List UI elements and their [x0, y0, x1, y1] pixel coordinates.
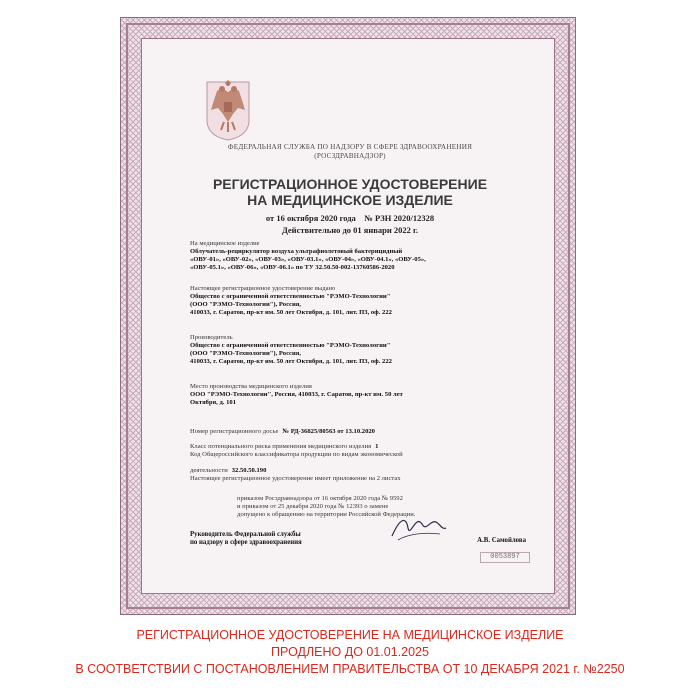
issue-line: от 16 октября 2020 года № РЗН 2020/12328 — [265, 213, 435, 223]
manufacturer-label: Производитель — [190, 334, 233, 341]
signer-title — [190, 531, 370, 547]
device-line-3: «ОВУ-05.1», «ОВУ-06», «ОВУ-06.1» по ТУ 32.50.50-002-13760586-2020 — [190, 264, 395, 271]
risk-class-label: Класс потенциального риска применения медицинского изделия — [190, 443, 372, 450]
device-section — [190, 240, 525, 272]
production-section — [190, 383, 525, 407]
appendix-line — [190, 475, 525, 483]
coat-of-arms-icon — [205, 80, 251, 142]
certificate-title — [150, 176, 550, 208]
serial-number: 0053897 — [480, 552, 530, 563]
signer-title-line-2: по надзору в сфере здравоохранения — [190, 539, 302, 546]
issued-to-label: Настоящее регистрационное удостоверение выдано — [190, 285, 336, 292]
okp-label-1: Код Общероссийского классификатора продукции по видам экономической — [190, 451, 403, 458]
footer-line-3: В СООТВЕТСТВИИ С ПОСТАНОВЛЕНИЕМ ПРАВИТЕЛЬСТВА ОТ 10 ДЕКАБРЯ 2021 г. №2250 — [75, 662, 625, 676]
risk-class-value: 1 — [375, 443, 379, 450]
footer-line-2: ПРОДЛЕНО ДО 01.01.2025 — [271, 645, 429, 659]
order-line-1: приказом Росздравнадзора от 16 октября 2020 года № 9592 — [237, 495, 403, 502]
issued-to-line-3: 410033, г. Саратов, пр-кт им. 50 лет Октября, д. 101, лит. П3, оф. 222 — [190, 309, 392, 316]
okp-label-2: деятельности — [190, 467, 228, 474]
extension-notice — [0, 627, 700, 678]
agency-full: ФЕДЕРАЛЬНАЯ СЛУЖБА ПО НАДЗОРУ В СФЕРЕ ЗДРАВООХРАНЕНИЯ — [227, 143, 473, 151]
agency-name — [150, 143, 550, 161]
issued-to-line-1: Общество с ограниченной ответственностью "РЭМО-Технологии" — [190, 293, 391, 300]
okp-value: 32.50.50.190 — [231, 467, 267, 474]
title-line-1: РЕГИСТРАЦИОННОЕ УДОСТОВЕРЕНИЕ — [212, 176, 488, 192]
order-line-3: допущено к обращению на территории Российской Федерации. — [237, 511, 416, 518]
manufacturer-section — [190, 334, 525, 366]
order-section — [237, 495, 527, 519]
signer-title-line-1: Руководитель Федеральной службы — [190, 531, 301, 538]
issue-info — [150, 212, 550, 236]
device-line-2: «ОВУ-01», «ОВУ-02», «ОВУ-03», «ОВУ-03.1», «ОВУ-04», «ОВУ-04.1», «ОВУ-05», — [190, 256, 426, 263]
device-label: На медицинское изделие — [190, 240, 260, 247]
issued-to-line-2: (ООО "РЭМО-Технологии"), Россия, — [190, 301, 301, 308]
manufacturer-line-3: 410033, г. Саратов, пр-кт им. 50 лет Октября, д. 101, лит. П3, оф. 222 — [190, 358, 392, 365]
manufacturer-line-2: (ООО "РЭМО-Технологии"), Россия, — [190, 350, 301, 357]
signer-name: А.В. Самойлова — [477, 537, 526, 544]
device-line-1: Облучатель-рециркулятор воздуха ультрафиолетовый бактерицидный — [190, 248, 403, 255]
order-line-2: и приказом от 25 декабря 2020 года № 12393 о замене — [237, 503, 389, 510]
issued-to-section — [190, 285, 525, 317]
okp-section — [190, 451, 525, 477]
production-label: Место производства медицинского изделия — [190, 383, 312, 390]
agency-short: (РОСЗДРАВНАДЗОР) — [314, 152, 386, 160]
appendix-text: Настоящее регистрационное удостоверение имеет приложение на 2 листах — [190, 475, 401, 482]
production-line-2: Октября, д. 101 — [190, 399, 236, 406]
validity-line: Действительно до 01 январи 2022 г. — [281, 225, 419, 235]
title-line-2: НА МЕДИЦИНСКОЕ ИЗДЕЛИЕ — [247, 192, 453, 208]
dossier-value: № РД-36825/80563 от 13.10.2020 — [282, 428, 375, 435]
dossier-label: Номер регистрационного досье — [190, 428, 279, 435]
production-line-1: ООО "РЭМО-Технологии", Россия, 410033, г. Саратов, пр-кт им. 50 лет — [190, 391, 403, 398]
manufacturer-line-1: Общество с ограниченной ответственностью "РЭМО-Технологии" — [190, 342, 391, 349]
footer-line-1: РЕГИСТРАЦИОННОЕ УДОСТОВЕРЕНИЕ НА МЕДИЦИНСКОЕ ИЗДЕЛИЕ — [136, 628, 564, 642]
